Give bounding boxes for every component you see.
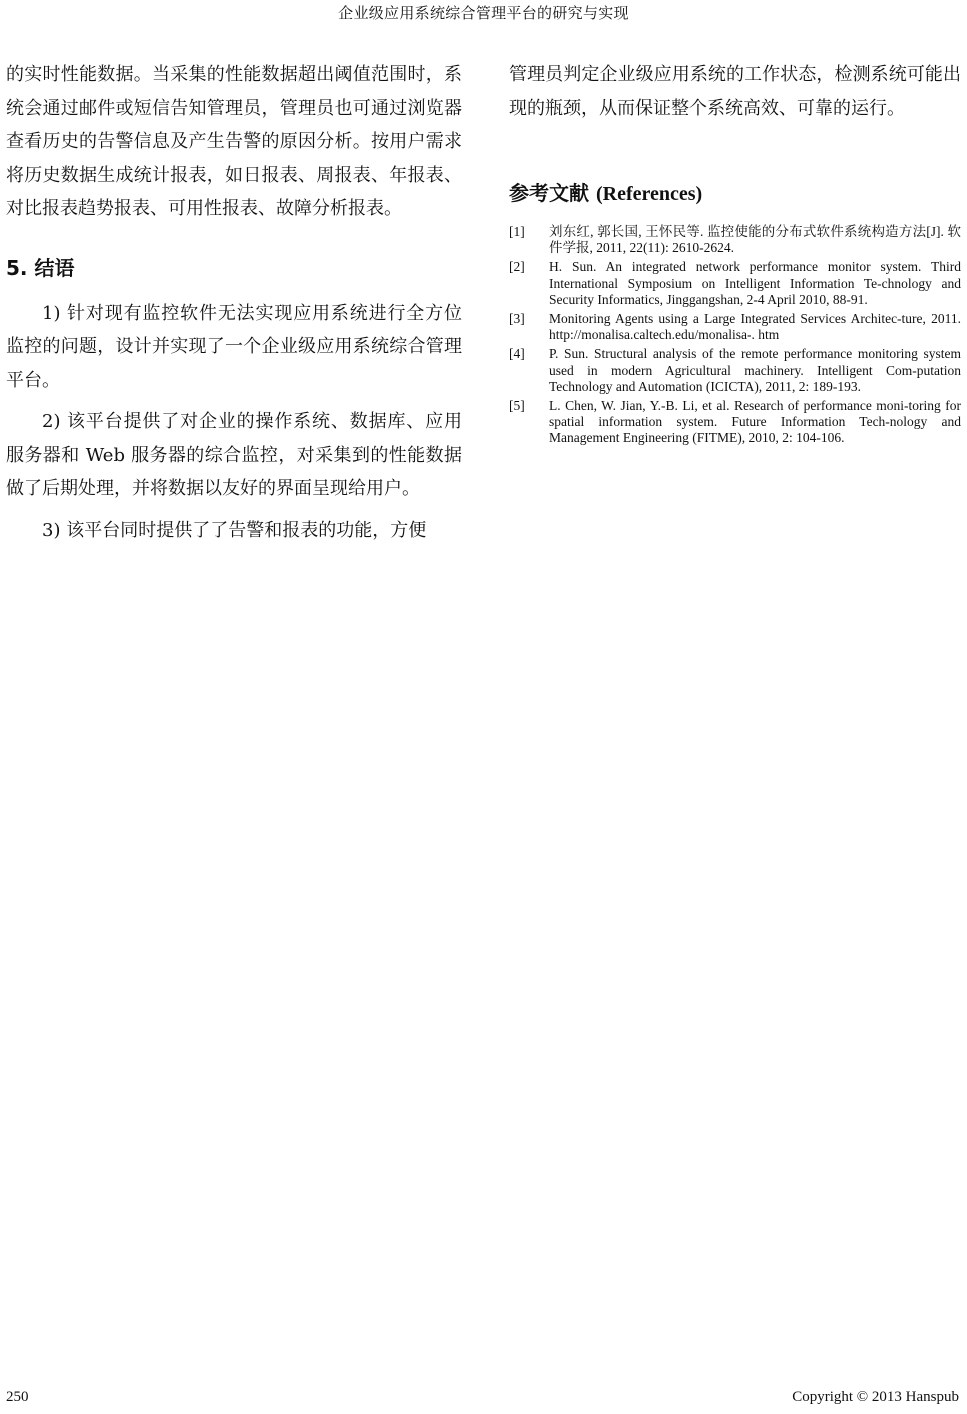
reference-number: [5] [509,398,525,414]
right-column [509,58,961,450]
references-heading [509,177,961,206]
reference-text: Monitoring Agents using a Large Integrated Services Architec-ture, 2011. http://monalisa.caltech.edu/monalisa-. htm [549,311,961,343]
reference-item [509,224,961,256]
copyright-notice: Copyright © 2013 Hanspub [792,1389,959,1405]
section-heading-conclusion: 5. 结语 [6,255,75,280]
reference-number: [3] [509,311,525,327]
references-heading-cn: 参考文献 [509,181,589,205]
running-header: 企业级应用系统综合管理平台的研究与实现 [338,4,629,22]
intro-paragraph: 的实时性能数据。当采集的性能数据超出阈值范围时，系统会通过邮件或短信告知管理员，管理员也可通过浏览器查看历史的告警信息及产生告警的原因分析。按用户需求将历史数据生成统计报表，如日报表、周报表、年报表、对比报表趋势报表、可用性报表、故障分析报表。 [6,64,462,219]
reference-text: 刘东红, 郭长国, 王怀民等. 监控使能的分布式软件系统构造方法[J]. 软件学报, 2011, 22(11): 2610-2624. [549,224,961,256]
reference-item [509,346,961,395]
reference-item [509,398,961,447]
continuation-paragraph: 管理员判定企业级应用系统的工作状态，检测系统可能出现的瓶颈，从而保证整个系统高效、可靠的运行。 [509,64,961,119]
conclusion-item-2: 2) 该平台提供了对企业的操作系统、数据库、应用服务器和 Web 服务器的综合监控，对采集到的性能数据做了后期处理，并将数据以友好的界面呈现给用户。 [6,411,462,499]
left-column [6,58,462,547]
reference-number: [4] [509,346,525,362]
reference-item [509,259,961,308]
reference-number: [2] [509,259,525,275]
conclusion-item-3: 3) 该平台同时提供了了告警和报表的功能，方便 [42,519,427,541]
reference-text: H. Sun. An integrated network performance monitor system. Third International Symposium on Intelligent Information Te-chnology and Security Informatics, Jinggangshan, 2-4 April 2010, 88-91. [549,259,961,307]
reference-text: P. Sun. Structural analysis of the remote performance monitoring system used in modern Agricultural machinery. Intelligent Com-putation Technology and Automation (ICICTA), 2011, 2: 189-193. [549,346,961,394]
reference-text: L. Chen, W. Jian, Y.-B. Li, et al. Research of performance moni-toring for spatial information system. Future Information Tech-nology and Management Engineering (FITME), 2010, 2: 104-106. [549,398,961,446]
reference-number: [1] [509,224,525,239]
reference-item [509,311,961,343]
page-number: 250 [6,1389,29,1405]
reference-list [509,224,961,447]
references-heading-en: (References) [595,183,703,205]
conclusion-item-1: 1) 针对现有监控软件无法实现应用系统进行全方位监控的问题，设计并实现了一个企业级应用系统综合管理平台。 [6,302,462,391]
